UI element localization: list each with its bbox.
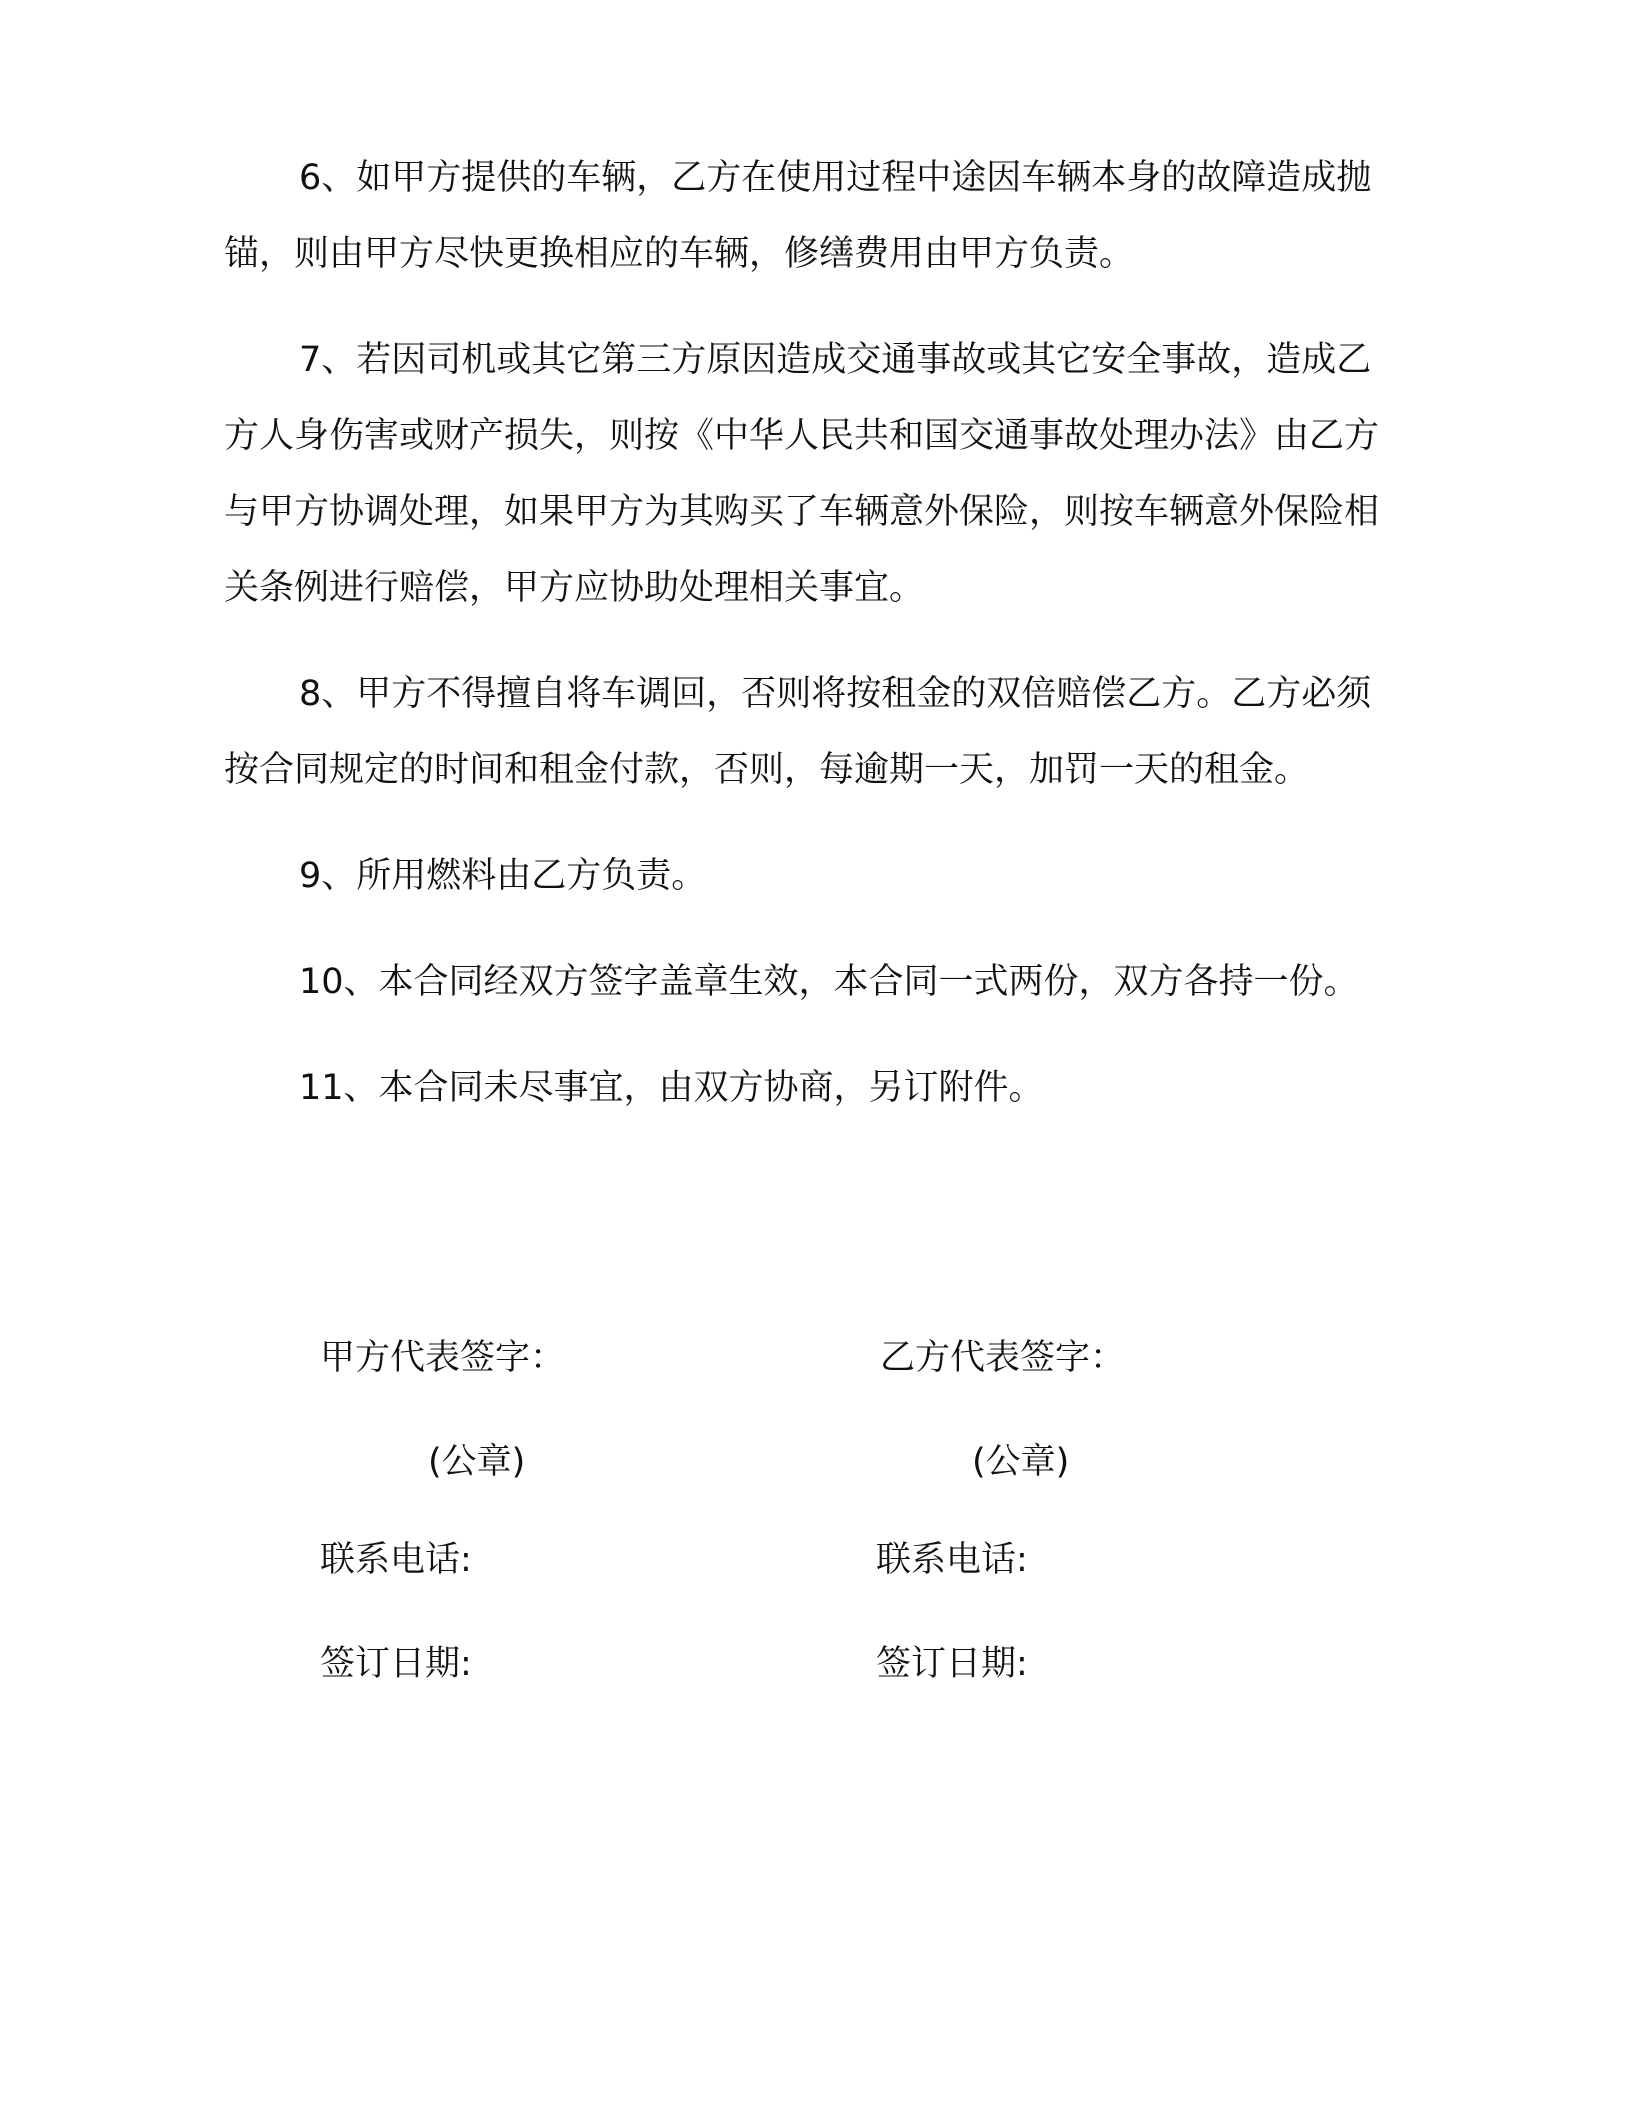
party-b-signature-block — [876, 1336, 1380, 1716]
clause-11: 11、本合同未尽事宜，由双方协商，另订附件。 — [299, 1068, 1044, 1108]
party-a-signature-block — [320, 1336, 820, 1716]
party-a-phone-label: 联系电话: — [320, 1540, 472, 1580]
party-a-signature-label: 甲方代表签字： — [320, 1338, 566, 1378]
contract-clauses — [224, 140, 1402, 1126]
clause-7: 7、若因司机或其它第三方原因造成交通事故或其它安全事故，造成乙方人身伤害或财产损失，则按《中华人民共和国交通事故处理办法》由乙方与甲方协调处理，如果甲方为其购买了车辆意外保险，则按车辆意外保险相关条例进行赔偿，甲方应协助处理相关事宜。 — [224, 340, 1380, 608]
clause-8: 8、甲方不得擅自将车调回，否则将按租金的双倍赔偿乙方。乙方必须按合同规定的时间和租金付款，否则，每逾期一天，加罚一天的租金。 — [224, 674, 1372, 790]
party-a-date-label: 签订日期: — [320, 1644, 472, 1684]
party-a-seal-label: (公章) — [428, 1442, 526, 1482]
party-b-signature-label: 乙方代表签字： — [880, 1338, 1126, 1378]
clause-6: 6、如甲方提供的车辆，乙方在使用过程中途因车辆本身的故障造成抛锚，则由甲方尽快更换相应的车辆，修缮费用由甲方负责。 — [224, 158, 1372, 274]
clause-9: 9、所用燃料由乙方负责。 — [299, 856, 707, 896]
clause-10: 10、本合同经双方签字盖章生效，本合同一式两份，双方各持一份。 — [299, 962, 1359, 1002]
party-b-seal-label: (公章) — [972, 1442, 1070, 1482]
party-b-phone-label: 联系电话: — [876, 1540, 1028, 1580]
party-b-date-label: 签订日期: — [876, 1644, 1028, 1684]
